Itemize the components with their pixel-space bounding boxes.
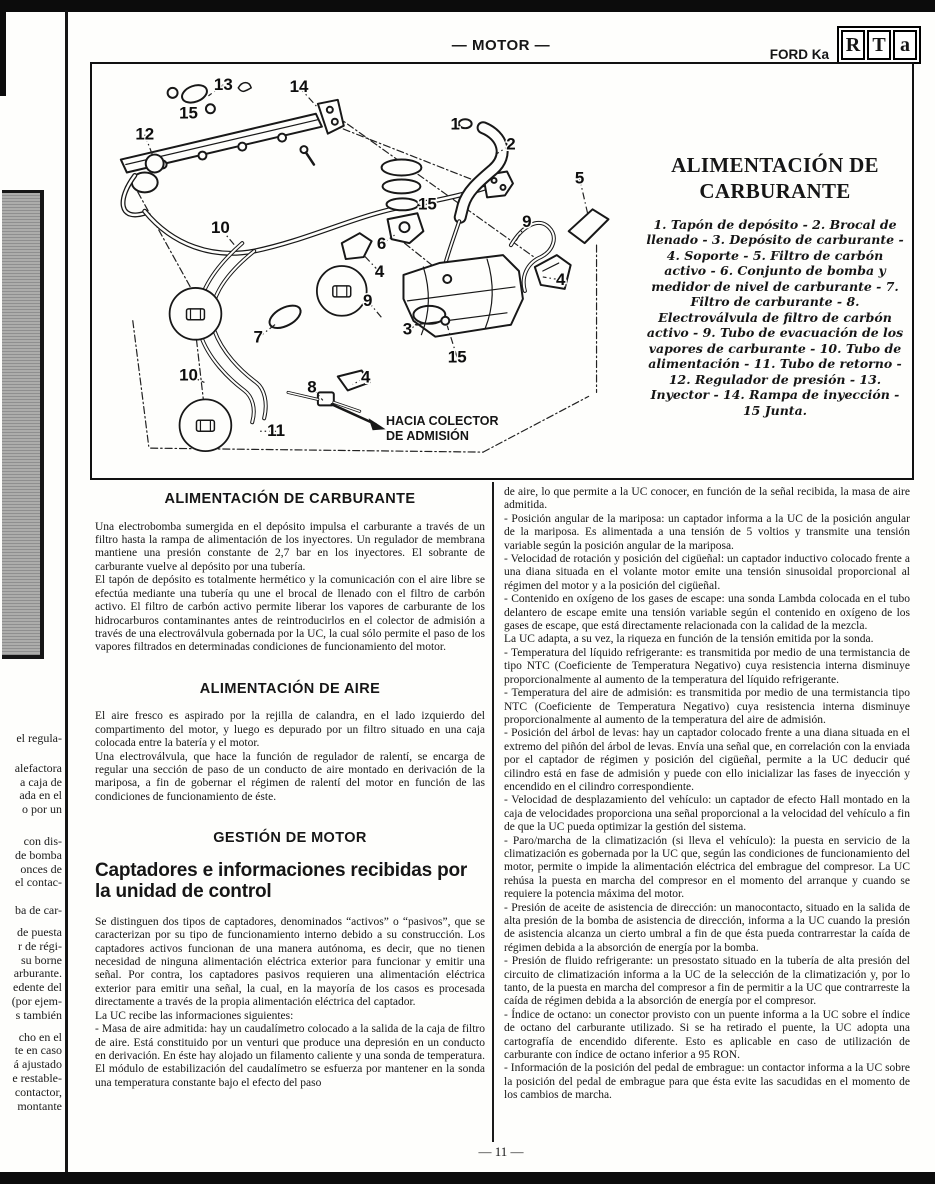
fragment-group <box>0 1031 62 1114</box>
part-number-label: 15 <box>447 347 467 367</box>
page-number: — 11 — <box>478 1144 524 1159</box>
page-header <box>67 26 935 66</box>
annotation-line2: DE ADMISIÓN <box>386 429 469 443</box>
part-number-label: 9 <box>362 290 373 310</box>
paragraph: - Paro/marcha de la climatización (si lleva el vehículo): la puesta en servicio de la climatización es gobernada por la UC que, según las condiciones de funcionamiento del motor, permite o impide la alimentación eléctrica del embrague del compresor. La UC rehúsa la puesta en marcha del compresor en el momento del arranque y cuando se requiere la potencia máxima del motor. <box>504 834 910 901</box>
right-column <box>504 486 910 1103</box>
fragment-line: (por ejem- <box>11 993 62 1008</box>
paragraph: - Temperatura del líquido refrigerante: es transmitida por medio de una termistancia de tipo NTC (Coeficiente de Temperatura Negativo) cuya resistencia interna disminuye proporcionalmente al aumento de la temperatura del líquido refrigerante. <box>504 646 910 686</box>
fragment-group <box>0 762 62 817</box>
fragment-line: ada en el <box>19 788 62 803</box>
fragment-line: r de régi- <box>18 938 62 953</box>
part-number-label: 4 <box>556 269 566 289</box>
paragraph: - Velocidad de rotación y posición del cigüeñal: un captador inductivo colocado frente a una diana situada en el volante motor emite una tensión sinusoidal proporcional al régimen del motor y a la posición del cigüeñal. <box>504 553 910 592</box>
rta-logo-letter: R <box>841 30 865 60</box>
fragment-line: onces de <box>20 861 62 876</box>
part-number-label: 12 <box>135 124 155 144</box>
left-column <box>95 488 485 1090</box>
part-number-label: 8 <box>307 377 317 397</box>
fragment-line: s también <box>15 1007 62 1022</box>
part-number-label: 15 <box>417 194 437 214</box>
fragment-line: de bomba <box>15 847 62 862</box>
paragraph: Una electroválvula, que hace la función de regulador de ralentí, se encarga de regular una sección de paso de un conducto de aire montado en derivación de la mariposa, a fin de gobernar el régimen de ralentí del motor en función de las condiciones de funcionamiento de éste. <box>95 750 485 803</box>
section-heading: ALIMENTACIÓN DE AIRE <box>199 680 381 697</box>
part-number-label: 1 <box>450 114 460 134</box>
part-number-label: 9 <box>522 212 532 232</box>
caption-title-line1: ALIMENTACIÓN DE <box>671 153 879 177</box>
fragment-line: el contac- <box>15 875 62 890</box>
part-number-label: 14 <box>289 76 309 96</box>
fragment-line: montante <box>17 1098 62 1113</box>
section-subheading: Captadores e informaciones recibidas por la unidad de control <box>95 859 468 903</box>
paragraph: Una electrobomba sumergida en el depósito impulsa el carburante a través de un filtro hasta la rampa de alimentación de los inyectores. Un regulador de membrana mantiene una presión constante de 2,7 bar en los inyectores. El sobrante de carburante vuelve al depósito por una tubería. <box>95 520 485 573</box>
part-number-label: 2 <box>506 134 516 154</box>
part-number-label: 13 <box>213 74 233 94</box>
part-number-label: 4 <box>360 367 371 387</box>
fragment-line: de puesta <box>17 924 62 939</box>
paragraph: - Información de la posición del pedal de embrague: un contactor informa a la UC sobre la posición del pedal de embrague para que ésta evite las sacudidas en el momento de los cambios de marcha. <box>504 1062 910 1102</box>
paragraph: La UC recibe las informaciones siguientes: <box>95 1009 294 1022</box>
fragment-line: ba de car- <box>14 903 62 918</box>
fragment-line: o por un <box>22 802 62 817</box>
fragment-line: el regula- <box>16 731 62 745</box>
paragraph: - Masa de aire admitida: hay un caudalímetro colocado a la salida de la caja de filtro de aire. Está constituido por un venturi que produce una depresión en un conducto en derivación. En éste hay alojado un filamento caliente y una sonda de temperatura. El módulo de estabilización del caudalímetro se esfuerza por mantener en la sonda una temperatura constante bajo el efecto del paso <box>95 1023 485 1089</box>
section-heading: GESTIÓN DE MOTOR <box>213 830 367 847</box>
paragraph: - Índice de octano: un conector provisto con un puente informa a la UC sobre el índice de octano del carburante utilizado. Si se ha retirado el puente, la UC adopta una cartografía de encendido diferente. Esto es aplicable en caso de utilización de carburante con índice de octano inferior a 95 RON. <box>504 1008 910 1062</box>
paragraph: - Contenido en oxígeno de los gases de escape: una sonda Lambda colocada en el tubo delantero de escape emite una tensión variable según el contenido en oxígeno de los gases de escape, que está directamente relacionada con la calidad de la mezcla. <box>504 593 910 633</box>
fragment-line: contactor, <box>14 1084 62 1099</box>
section-title: — MOTOR — <box>451 37 551 54</box>
rta-logo-letter: a <box>893 30 917 60</box>
paragraph: El aire fresco es aspirado por la rejilla de calandra, en el lado izquierdo del compartimento del motor, y luego es depurado por un filtro situado en una caja colocada entre la batería y el motor. <box>95 710 485 750</box>
binding-edge <box>0 0 6 96</box>
caption-title-line2: CARBURANTE <box>699 179 851 204</box>
fragment-line: á ajustado <box>13 1057 62 1072</box>
fragment-line: alefactora <box>14 760 62 775</box>
fragment-group <box>0 835 62 890</box>
paragraph: - Posición angular de la mariposa: un captador informa a la UC de la posición angular de la mariposa. Es alimentada a una tensión de 5 voltios y transmite una tensión variable según la posición angular de la mariposa. <box>504 512 910 552</box>
top-black-bar <box>0 0 935 12</box>
figure-caption <box>644 152 906 418</box>
spine-line <box>65 10 68 1184</box>
fragment-group <box>0 732 62 746</box>
column-divider <box>492 482 494 1142</box>
fragment-line: arburante. <box>13 966 62 981</box>
brand-block <box>770 26 921 64</box>
paragraph: - Presión de fluido refrigerante: un presostato situado en la tubería de alta presión del circuito de climatización informa a la UC de la selección de la climatización y, por lo tanto, de la puesta en marcha del compresor a fin de permitir a la UC que contrarreste la caída de régimen debida a la absorción de energía por el compresor. <box>504 955 910 1008</box>
paragraph: Se distinguen dos tipos de captadores, denominados “activos” o “pasivos”, que se caracterizan por su tipo de funcionamiento interno debido a su construcción. Los captadores activos funcionan de una manera autónoma, es decir, que no tienen necesidad de ninguna alimentación eléctrica exterior para funcionar y emitir una señal. Por contra, los captadores pasivos requieren una alimentación eléctrica exterior para emitir una señal, la cual, en la mayoría de los casos es procesada directamente a través de la propia alimentación eléctrica del captador. <box>95 915 485 1009</box>
section-heading: ALIMENTACIÓN DE CARBURANTE <box>164 491 416 507</box>
diagram-annotation <box>386 414 499 444</box>
caption-legend: 1. Tapón de depósito - 2. Brocal de llenado - 3. Depósito de carburante - 4. Soporte - 5. Filtro de carbón activo - 6. Conjunto de bomba y medidor de nivel de carburante - 7. Filtro de carburante - 8. Electroválvula de filtro de carbón activo - 9. Tubo de evacuación de los vapores de carburante - 10. Tubo de alimentación - 11. Tubo de retorno - 12. Regulador de presión - 13. Inyector - 14. Rampa de inyección - 15 Junta. <box>646 216 904 418</box>
fragment-group <box>0 904 62 918</box>
fragment-line: a caja de <box>20 774 62 789</box>
rta-logo <box>837 26 921 64</box>
facing-page-tab <box>2 190 44 659</box>
part-number-label: 10 <box>210 218 230 238</box>
part-number-label: 5 <box>574 168 585 188</box>
paragraph: de aire, lo que permite a la UC conocer, en función de la señal recibida, la masa de aire admitida. <box>504 486 910 512</box>
bottom-black-bar <box>0 1172 935 1184</box>
part-number-label: 10 <box>179 365 198 385</box>
rta-logo-letter: T <box>867 30 891 60</box>
paragraph: El tapón de depósito es totalmente hermético y la comunicación con el aire libre se efectúa mediante una tubería qu une el brocal de llenado con el filtro de carbón activo. El filtro de carbón activo permite liberar los vapores de carburante de los hidrocarburos contaminantes antes de reintroducirlos en el colector de admisión a través de una electroválvula gobernada por la UC, la cual sólo permite el paso de los vapores filtrados en determinadas condiciones de funcionamiento del motor. <box>95 574 485 654</box>
fragment-line: cho en el <box>18 1029 62 1044</box>
paragraph: - Temperatura del aire de admisión: es transmitida por medio de una termistancia tipo NTC (Coeficiente de Temperatura Negativo) cuya resistencia interna disminuye proporcionalmente al aumento de la temperatura del aire de admisión. <box>504 687 910 726</box>
part-number-label: 7 <box>253 327 263 347</box>
margin-fragments <box>0 732 62 1113</box>
fragment-line: con dis- <box>23 833 62 848</box>
fragment-line: edente del <box>13 980 62 995</box>
part-number-label: 6 <box>376 234 387 254</box>
model-name: FORD Ka <box>769 47 829 63</box>
part-number-label: 3 <box>402 319 413 339</box>
part-number-label: 11 <box>267 421 286 441</box>
fragment-group <box>0 926 62 1023</box>
part-number-label: 4 <box>374 261 385 281</box>
fragment-line: su borne <box>21 952 62 967</box>
figure-box <box>90 62 914 480</box>
paragraph: - Velocidad de desplazamiento del vehículo: un captador de efecto Hall montado en la caja de velocidades proporciona una señal proporcional a la velocidad del vehículo a fin de que la UC pueda optimizar la gestión del sistema. <box>504 794 910 834</box>
paragraph: - Posición del árbol de levas: hay un captador colocado frente a una diana situada en el extremo del piñón del árbol de levas. Envía una señal que, en correlación con la enviada por el captador de régimen y posición del cigüeñal, permite a la UC deducir qué cilindro está en fase de admisión y puede con ello inicializar las fases de inyección y encendido en el cilindro correspondiente. <box>504 727 910 793</box>
paragraph: La UC adapta, a su vez, la riqueza en función de la tensión emitida por la sonda. <box>504 633 874 646</box>
fragment-line: e restable- <box>12 1070 62 1085</box>
fragment-line: te en caso <box>14 1043 62 1058</box>
paragraph: - Presión de aceite de asistencia de dirección: un manocontacto, situado en la salida de alta presión de la bomba de asistencia de dirección, informa a la UC cuando la presión de asistencia alcanza un cierto umbral a fin de que ésta pueda contrarrestar la caída de régimen debida a la absorción de energía por la bomba. <box>504 901 910 954</box>
page-footer <box>67 1145 935 1158</box>
part-number-label: 15 <box>179 103 198 123</box>
annotation-line1: HACIA COLECTOR <box>386 414 499 428</box>
